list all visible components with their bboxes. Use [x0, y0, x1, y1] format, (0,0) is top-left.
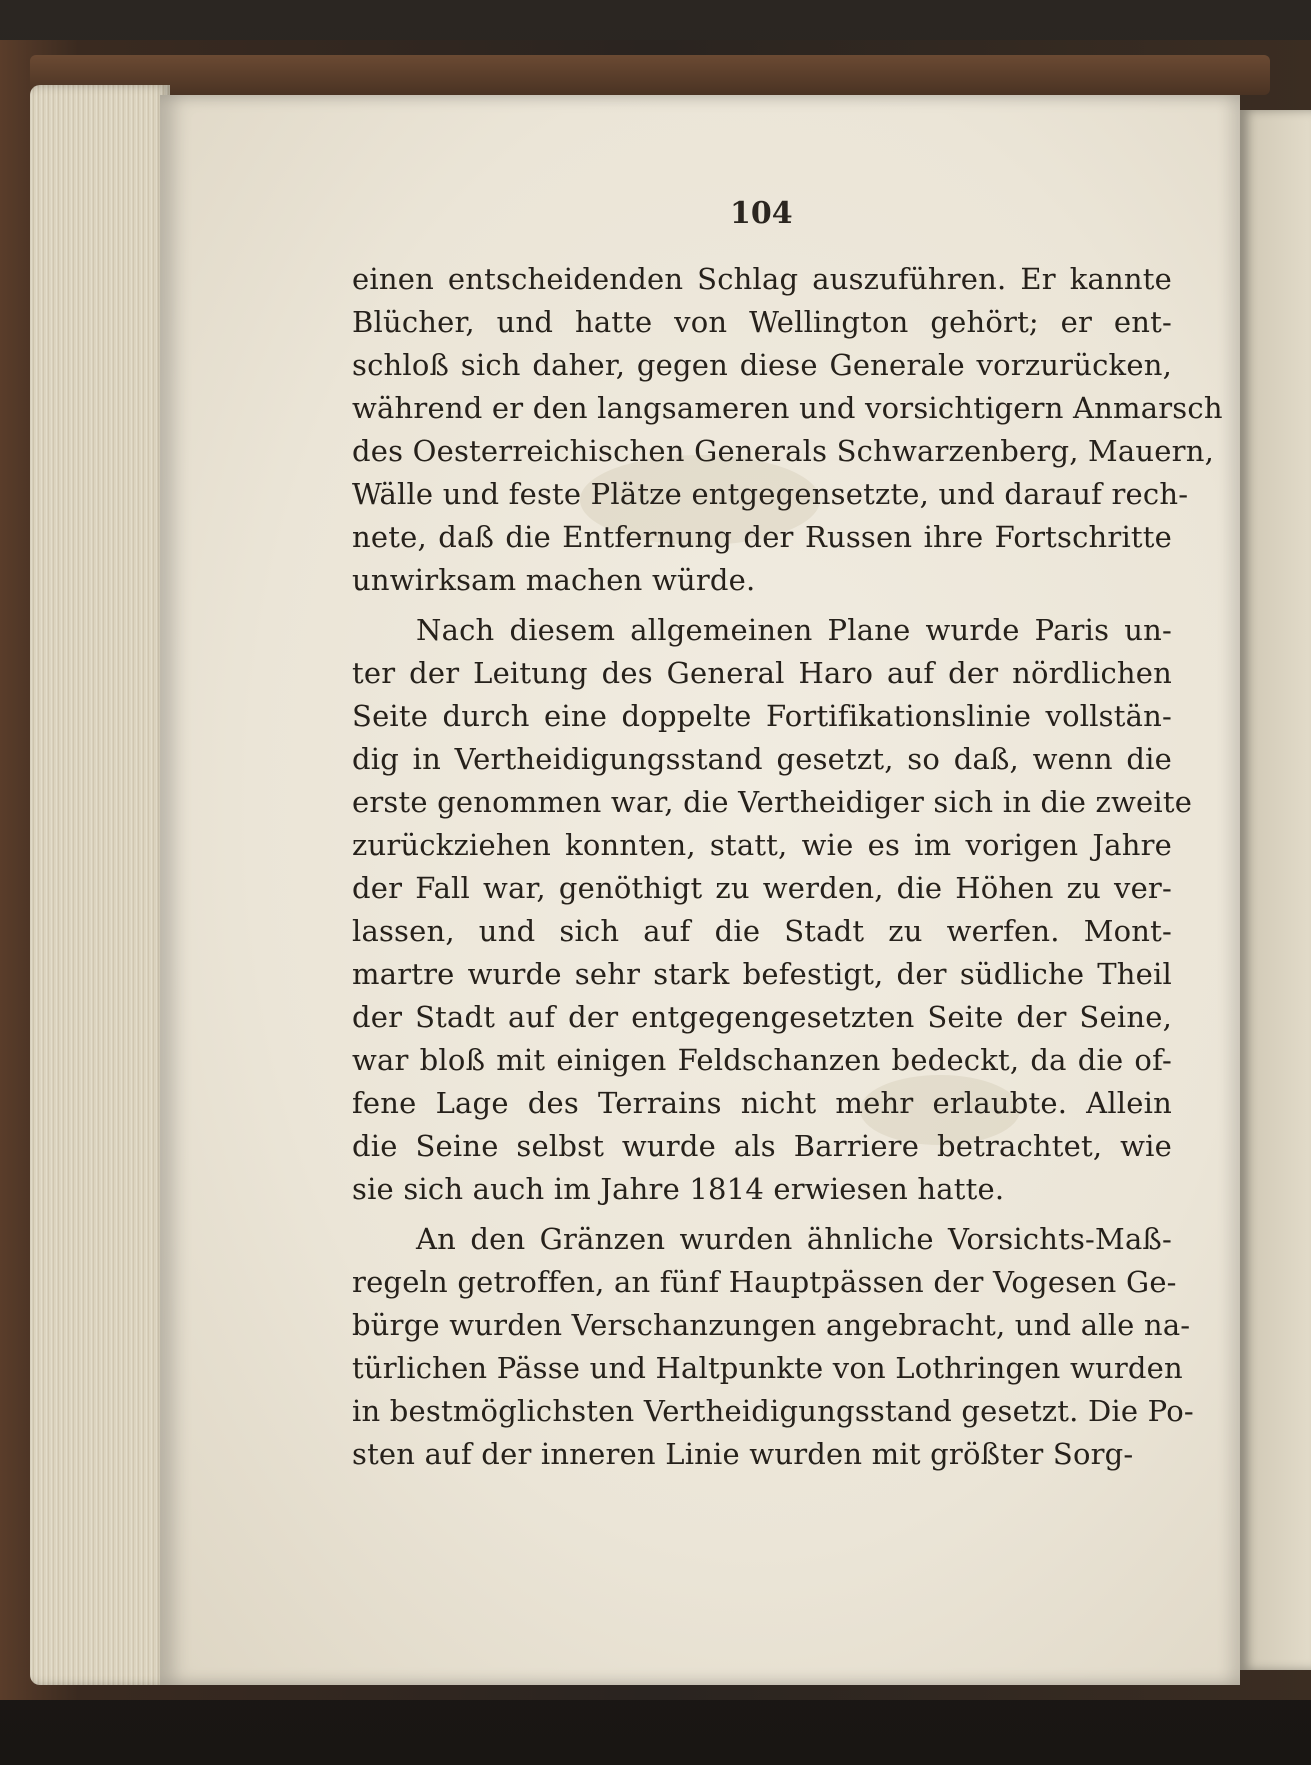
text-line: lassen, und sich auf die Stadt zu werfen. Mont- — [352, 914, 1172, 948]
page-number: 104 — [730, 196, 793, 231]
text-line: unwirksam machen würde. — [352, 563, 756, 597]
text-line: An den Gränzen wurden ähnliche Vorsichts-Maß- — [416, 1222, 1172, 1256]
text-line: bürge wurden Verschanzungen angebracht, und alle na- — [352, 1308, 1191, 1342]
text-line: regeln getroffen, an fünf Hauptpässen der Vogesen Ge- — [352, 1265, 1177, 1299]
text-line: Seite durch eine doppelte Fortifikationslinie vollstän- — [352, 699, 1172, 733]
text-line: war bloß mit einigen Feldschanzen bedeckt, da die of- — [352, 1043, 1172, 1077]
facing-page-edge — [1240, 110, 1311, 1670]
text-line: in bestmöglichsten Vertheidigungsstand gesetzt. Die Po- — [352, 1394, 1194, 1428]
text-line: schloß sich daher, gegen diese Generale vorzurücken, — [352, 348, 1172, 382]
text-line: der Fall war, genöthigt zu werden, die Höhen zu ver- — [352, 871, 1172, 905]
text-line: fene Lage des Terrains nicht mehr erlaubte. Allein — [352, 1086, 1172, 1120]
text-line: einen entscheidenden Schlag auszuführen. Er kannte — [352, 262, 1172, 296]
text-line: sie sich auch im Jahre 1814 erwiesen hatte. — [352, 1172, 1005, 1206]
paragraph — [352, 609, 1193, 1211]
cover-top-edge — [30, 55, 1270, 95]
page-stack-edge — [30, 85, 170, 1685]
text-line: Nach diesem allgemeinen Plane wurde Paris un- — [416, 613, 1172, 647]
text-line: erste genommen war, die Vertheidiger sich in die zweite — [352, 785, 1193, 819]
paragraph — [352, 1218, 1194, 1476]
text-line: türlichen Pässe und Haltpunkte von Lothringen wurden — [352, 1351, 1183, 1385]
text-line: Wälle und feste Plätze entgegensetzte, und darauf rech- — [352, 477, 1189, 511]
page-text — [352, 258, 1223, 1476]
text-line: während er den langsameren und vorsichtigern Anmarsch — [352, 391, 1223, 425]
text-line: die Seine selbst wurde als Barriere betrachtet, wie — [352, 1129, 1172, 1163]
text-line: ter der Leitung des General Haro auf der nördlichen — [352, 656, 1172, 690]
paragraph — [352, 258, 1223, 602]
text-line: der Stadt auf der entgegengesetzten Seite der Seine, — [352, 1000, 1172, 1034]
text-line: martre wurde sehr stark befestigt, der südliche Theil — [352, 957, 1172, 991]
text-line: dig in Vertheidigungsstand gesetzt, so daß, wenn die — [352, 742, 1172, 776]
text-line: Blücher, und hatte von Wellington gehört; er ent- — [352, 305, 1172, 339]
text-line: des Oesterreichischen Generals Schwarzenberg, Mauern, — [352, 434, 1215, 468]
text-line: nete, daß die Entfernung der Russen ihre Fortschritte — [352, 520, 1172, 554]
text-line: sten auf der inneren Linie wurden mit größter Sorg- — [352, 1437, 1134, 1471]
text-line: zurückziehen konnten, statt, wie es im vorigen Jahre — [352, 828, 1172, 862]
